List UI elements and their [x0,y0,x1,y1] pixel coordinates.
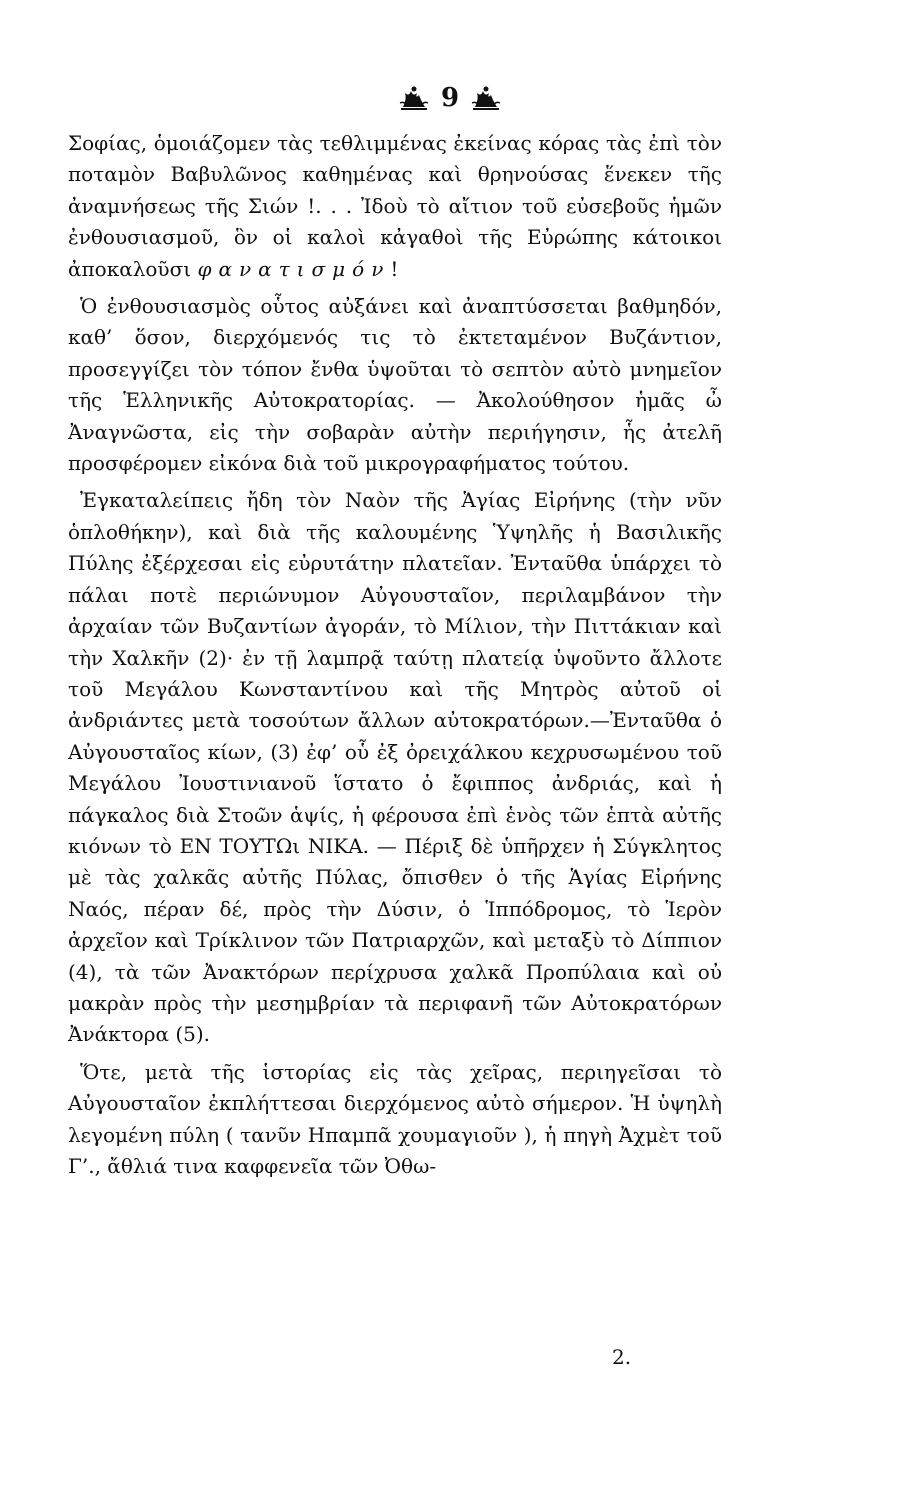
paragraph: Ὁ ἐνθουσιασμὸς οὗτος αὐξάνει καὶ ἀναπτύσσεται βαθμηδόν, καθ’ ὅσον, διερχόμενός τις τὸ ἐκτεταμένον Βυζάντιον, προσεγγίζει τὸν τόπον ἔνθα ὑψοῦται τὸ σεπτὸν αὐτὸ μνημεῖον τῆς Ἑλληνικῆς Αὐτοκρατορίας. — Ἀκολούθησον ἡμᾶς ὦ Ἀναγνῶστα, εἰς τὴν σοβαρὰν αὐτὴν περιήγησιν, ἧς ἀτελῆ προσφέρομεν εἰκόνα διὰ τοῦ μικρογραφήματος τούτου. [68,294,722,476]
signature-mark: 2. [612,1345,632,1369]
paragraph-text: Σοφίας, ὁμοιάζομεν τὰς τεθλιμμένας ἐκείνας κόρας τὰς ἐπὶ τὸν ποταμὸν Βαβυλῶνος καθημένας καὶ θρηνούσας ἕνεκεν τῆς ἀναμνήσεως τῆς Σιών !. . . Ἰδοὺ τὸ αἴτιον τοῦ εὐσεβοῦς ἡμῶν ἐνθουσιασμοῦ, ὃν οἱ καλοὶ κἀγαθοὶ τῆς Εὐρώπης κάτοικοι ἀποκαλοῦσι [68,131,722,281]
body-text [68,128,722,1182]
paragraph-text: ! [390,256,399,281]
paragraph [68,128,722,285]
spaced-word: φανατισμόν [197,256,391,281]
ornament-icon [469,85,503,111]
page-header [0,78,900,118]
paragraph: Ἐγκαταλείπεις ἤδη τὸν Ναὸν τῆς Ἁγίας Εἰρήνης (τὴν νῦν ὁπλοθήκην), καὶ διὰ τῆς καλουμένης Ὑψηλῆς ἡ Βασιλικῆς Πύλης ἐξέρχεσαι εἰς εὐρυτάτην πλατεῖαν. Ἐνταῦθα ὑπάρχει τὸ πάλαι ποτὲ περιώνυμον Αὐγουσταῖον, περιλαμβάνον τὴν ἀρχαίαν τῶν Βυζαντίων ἀγοράν, τὸ Μίλιον, τὴν Πιττάκιαν καὶ τὴν Χαλκῆν (2)· ἐν τῇ λαμπρᾷ ταύτῃ πλατείᾳ ὑψοῦντο ἄλλοτε τοῦ Μεγάλου Κωνσταντίνου καὶ τῆς Μητρὸς αὐτοῦ οἱ ἀνδριάντες μετὰ τοσούτων ἄλλων αὐτοκρατόρων.—Ἐνταῦθα ὁ Αὐγουσταῖος κίων, (3) ἐφ’ οὗ ἐξ ὀρειχάλκου κεχρυσωμένου τοῦ Μεγάλου Ἰουστινιανοῦ ἵστατο ὁ ἔφιππος ἀνδριάς, καὶ ἡ πάγκαλος διὰ Στοῶν ἁψίς, ἡ φέρουσα ἐπὶ ἑνὸς τῶν ἑπτὰ αὐτῆς κιόνων τὸ ΕΝ ΤΟΥΤΩι ΝΙΚΑ. — Πέριξ δὲ ὑπῆρχεν ἡ Σύγκλητος μὲ τὰς χαλκᾶς αὐτῆς Πύλας, ὄπισθεν ὁ τῆς Ἁγίας Εἰρήνης Ναός, πέραν δέ, πρὸς τὴν Δύσιν, ὁ Ἱππόδρομος, τὸ Ἱερὸν ἀρχεῖον καὶ Τρίκλινον τῶν Πατριαρχῶν, καὶ μεταξὺ τὸ Δίππιον (4), τὰ τῶν Ἀνακτόρων περίχρυσα χαλκᾶ Προπύλαια καὶ οὐ μακρὰν πρὸς τὴν μεσημβρίαν τὰ περιφανῆ τῶν Αὐτοκρατόρων Ἀνάκτορα (5). [68,488,722,1047]
page-number: 9 [440,83,460,113]
paragraph: Ὅτε, μετὰ τῆς ἱστορίας εἰς τὰς χεῖρας, περιηγεῖσαι τὸ Αὐγουσταῖον ἐκπλήττεσαι διερχόμενος αὐτὸ σήμερον. Ἡ ὑψηλὴ λεγομένη πύλη ( τανῦν Ηπαμπᾶ χουμαγιοῦν ), ἡ πηγὴ Ἀχμὲτ τοῦ Γ’., ἄθλιά τινα καφφενεῖα τῶν Ὀθω- [68,1059,722,1178]
ornament-icon [397,85,431,111]
